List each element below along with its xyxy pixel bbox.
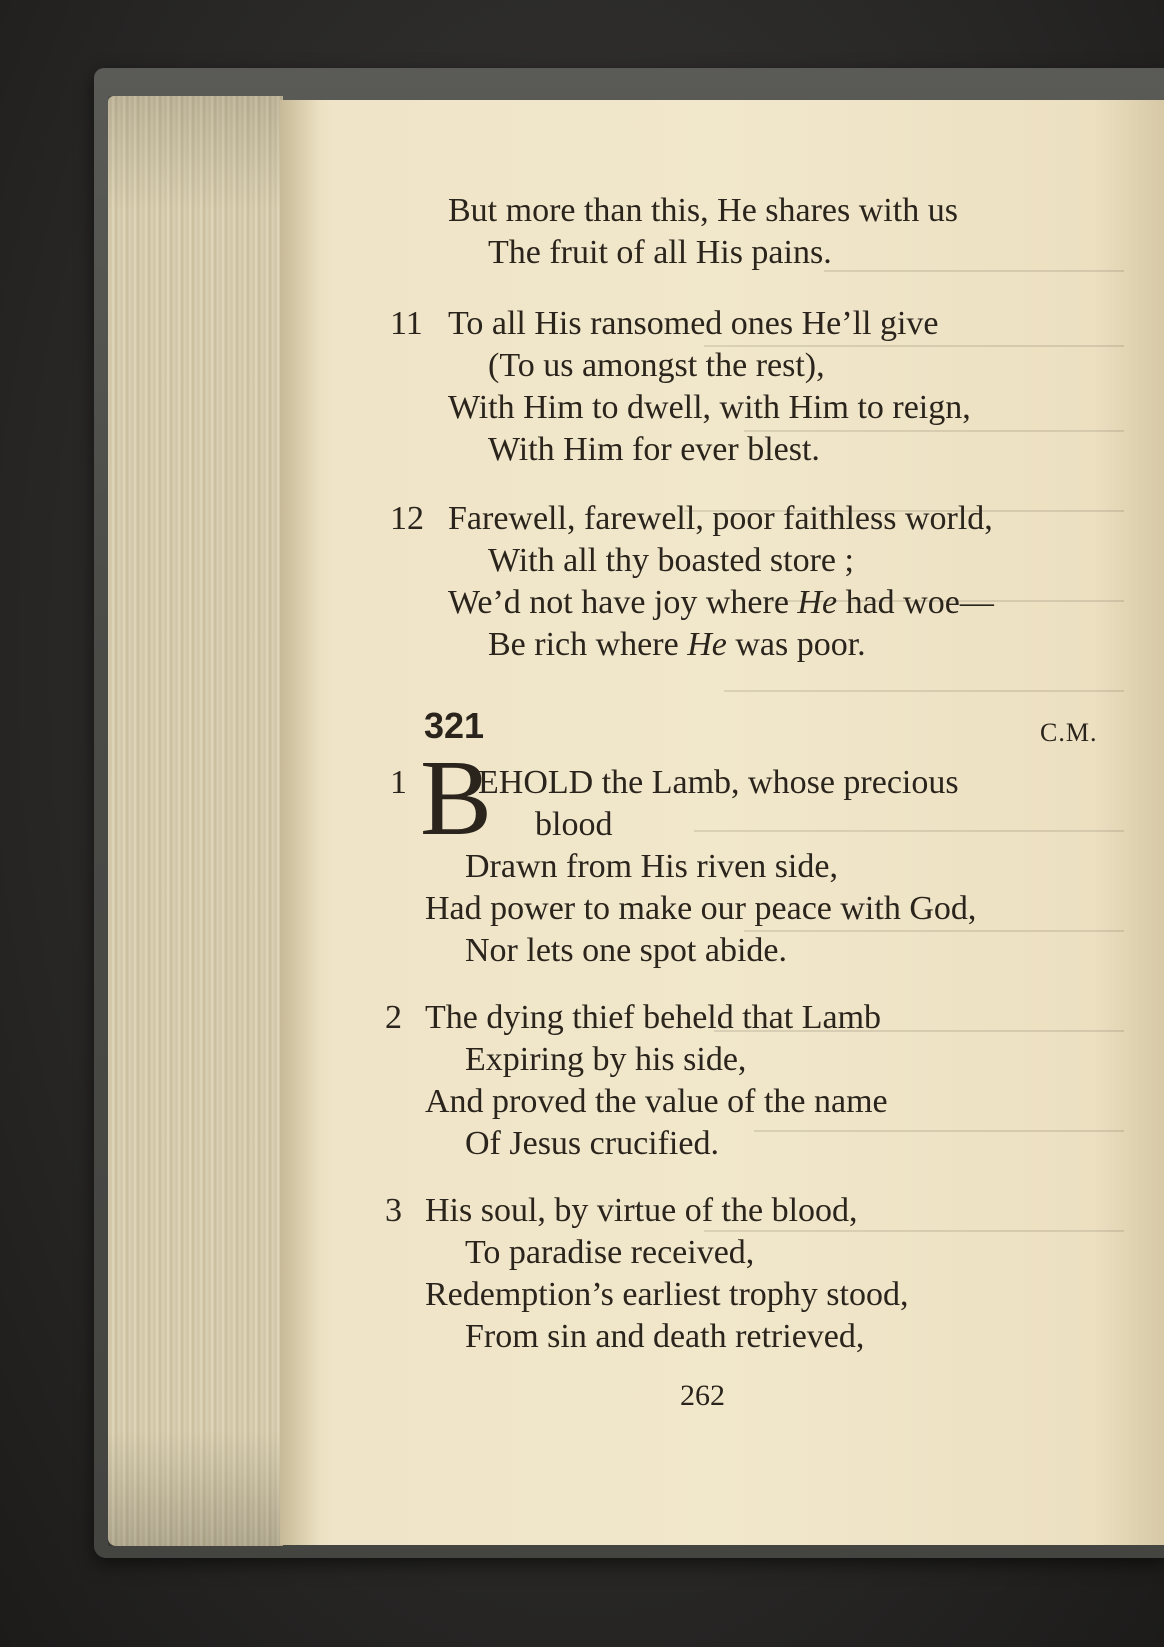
verse-line: To all His ransomed ones He’ll give (448, 305, 939, 342)
emphasis: He (687, 626, 727, 663)
verse-line: Redemption’s earliest trophy stood, (425, 1276, 909, 1313)
verse-line: Farewell, farewell, poor faithless world, (448, 500, 993, 537)
verse-line: With all thy boasted store ; (488, 542, 854, 579)
drop-cap: B (420, 739, 493, 858)
verse-line: The dying thief beheld that Lamb (425, 999, 882, 1036)
verse-line: blood (535, 806, 613, 843)
verse-line: EHOLD the Lamb, whose precious (478, 764, 959, 801)
verse-line: With Him for ever blest. (488, 431, 820, 468)
stanza-number: 3 (385, 1192, 402, 1229)
verse-line: Be rich where He was poor. (488, 626, 866, 663)
verse-line: Drawn from His riven side, (465, 848, 838, 885)
stanza-number: 1 (390, 764, 407, 801)
stanza-number: 12 (390, 500, 424, 537)
verse-line: To paradise received, (465, 1234, 755, 1271)
verse-line: From sin and death retrieved, (465, 1318, 865, 1355)
verse-line: The fruit of all His pains. (488, 234, 832, 271)
verse-line: Had power to make our peace with God, (425, 890, 977, 927)
stanza-number: 11 (390, 305, 423, 342)
verse-line: But more than this, He shares with us (448, 192, 958, 229)
verse-line: With Him to dwell, with Him to reign, (448, 389, 971, 426)
book-page (280, 100, 1164, 1545)
verse-line: And proved the value of the name (425, 1083, 888, 1120)
emphasis: He (797, 584, 838, 621)
hymn-number: 321 (424, 705, 485, 746)
verse-line: Nor lets one spot abide. (465, 932, 787, 969)
verse-line: We’d not have joy where He had woe— (448, 584, 994, 621)
verse-line: Expiring by his side, (465, 1041, 747, 1078)
hymn-meter: C.M. (1040, 718, 1098, 747)
page-edges (108, 96, 283, 1546)
page-number: 262 (680, 1379, 725, 1412)
verse-line: Of Jesus crucified. (465, 1125, 719, 1162)
stanza-number: 2 (385, 999, 402, 1036)
verse-line: His soul, by virtue of the blood, (425, 1192, 858, 1229)
page-text (280, 100, 1164, 1545)
verse-line: (To us amongst the rest), (488, 347, 825, 384)
